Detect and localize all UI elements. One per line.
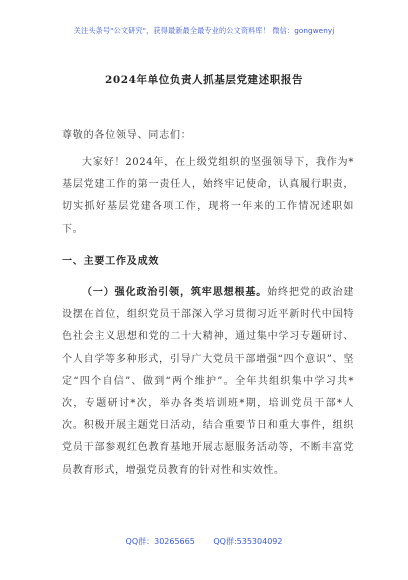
footer-qq-group-2: QQ群:535304092: [213, 537, 283, 546]
item-1-text: 始终把党的政治建设摆在首位，组织党员干部深入学习贯彻习近平新时代中国特色社会主义思想和党的二十大精神，通过集中学习专题研讨、个人自学等多种形式，引导广大党员干部增强“四个意识”、坚定“四个自信”、做到“两个维护”。全年共组织集中学习共*次，专题研讨*次，举办各类培训班*期，培训党员干部*人次。积极开展主题党日活动，结合重要节日和重大事件，组织党员干部参观红色教育基地开展志愿服务活动等，不断丰富党员教育形式，增强党员教育的针对性和实效性。: [62, 287, 354, 476]
footer-qq-group-1: QQ群：30265665: [125, 537, 195, 546]
salutation: 尊敬的各位领导、同志们：: [62, 130, 192, 141]
document-title: 2024年单位负责人抓基层党建述职报告: [104, 74, 304, 86]
promo-header: 关注头条号"公文研究"，获得最新最全最专业的公文资料库！ 微信：gongwenyj: [73, 26, 335, 35]
footer: [0, 536, 408, 547]
section-heading: 一、主要工作及成效: [62, 256, 160, 267]
item-1-paragraph: [62, 282, 354, 482]
intro-paragraph: 大家好！2024年，在上级党组织的坚强领导下，我作为*基层党建工作的第一责任人，始终牢记使命，认真履行职责，切实抓好基层党建各项工作，现将一年来的工作情况述职如下。: [62, 157, 354, 235]
item-1-heading: （一）强化政治引领，筑牢思想根基。: [82, 287, 268, 298]
